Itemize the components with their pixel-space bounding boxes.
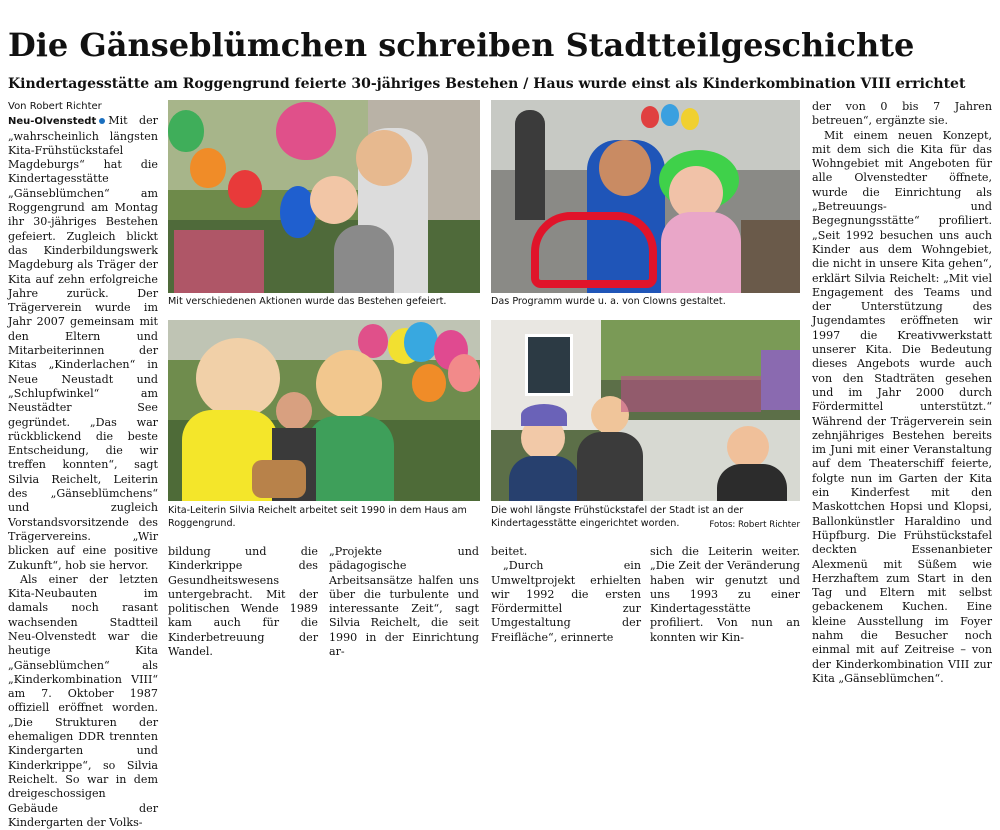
photo-clowns (491, 100, 800, 293)
column-6 (812, 100, 992, 686)
paragraph: bildung und die Kinderkrippe des Gesundheitswesens untergebracht. Mit der politischen Wende 1989 kam auch für die Kinderbetreuung der Wandel. (168, 545, 318, 659)
dateline: Neu-Olvenstedt (8, 116, 97, 128)
photo-caption: Mit verschiedenen Aktionen wurde das Bestehen gefeiert. (168, 296, 447, 307)
caption-text: Die wohl längste Frühstückstafel der Stadt ist an der Kindertagesstätte eingerichtet worden. (491, 505, 744, 529)
photo-caption: Kita-Leiterin Silvia Reichelt arbeitet seit 1990 in dem Haus am Roggengrund. (168, 505, 467, 529)
paragraph: sich die Leiterin weiter. „Die Zeit der Veränderung haben wir genutzt und uns 1993 zu einer Kindertagesstätte profiliert. Von nun an konnten wir Kin- (650, 545, 800, 644)
photo-mascots (168, 320, 480, 501)
photo-credit: Fotos: Robert Richter (709, 519, 800, 530)
paragraph: der von 0 bis 7 Jahren betreuen“, ergänzte sie. (812, 100, 992, 128)
photo-children-balloons (168, 100, 480, 293)
paragraph: „Durch ein Umweltprojekt erhielten wir 1992 die ersten Fördermittel zur Umgestaltung der Freifläche“, erinnerte (491, 559, 641, 644)
byline: Von Robert Richter (8, 101, 102, 112)
paragraph: Mit einem neuen Konzept, mit dem sich die Kita für das Wohngebiet mit Angeboten für alle Olvenstedter öffnete, wurde die Einrichtung als „Betreuungs- und Begegnungsstätte“ profiliert. „Seit 1992 besuchen uns auch Kinder aus dem Wohngebiet, die nicht in unsere Kita gehen“, erklärt Silvia Reichelt: „Mit viel Engagement des Teams und der Unterstützung des Jugendamtes eröffneten wir 1997 die Kreativwerkstatt unserer Kita. Die Bedeutung dieses Angebots wurde auch von den Stadträten gesehen und im Jahr 2000 durch Fördermittel unterstützt.“ Während der Trägerverein sein zehnjähriges Bestehen bereits im Juni mit einer Veranstaltung auf dem Theaterschiff feierte, folgte nun im Garten der Kita ein Kinderfest mit den Maskottchen Hopsi und Klopsi, Ballonkünstler Haraldino und Hüpfburg. Die Frühstückstafel deckten Essenanbieter Alexmenü mit Süßem wie Herzhaftem zum Start in den Tag und Eltern mit selbst gebackenem Kuchen. Eine kleine Ausstellung im Foyer nahm die Besucher noch einmal mit auf Zeitreise – von der Kinderkombination VIII zur Kita „Gänseblümchen“. (812, 128, 992, 685)
photo-breakfast-table (491, 320, 800, 501)
paragraph: „Projekte und pädagogische Arbeitsansätze halfen uns über die turbulente und interessante Zeit“, sagt Silvia Reichelt, die seit 1990 in der Einrichtung ar- (329, 545, 479, 659)
column-5 (650, 545, 800, 645)
column-3 (329, 545, 479, 659)
column-2 (168, 545, 318, 659)
headline: Die Gänseblümchen schreiben Stadtteilgeschichte (8, 26, 915, 64)
column-1 (8, 100, 158, 829)
paragraph: Als einer der letzten Kita-Neubauten im damals noch rasant wachsenden Stadtteil Neu-Olvenstedt war die heutige Kita „Gänseblümchen“ als „Kinderkombination VIII“ am 7. Oktober 1987 offiziell eröffnet worden. „Die Strukturen der ehemaligen DDR trennten Kindergarten und Kinderkrippe“, so Silvia Reichelt. So war in dem dreigeschossigen Gebäude der Kindergarten der Volks- (8, 572, 158, 829)
paragraph: beitet. (491, 545, 528, 558)
column-4 (491, 545, 641, 645)
dateline-dot-icon (99, 118, 105, 124)
lead-paragraph: Mit der „wahrscheinlich längsten Kita-Frühstückstafel Magdeburgs“ hat die Kindertagesstätte „Gänseblümchen“ am Roggengrund am Montag ihr 30-jähriges Bestehen gefeiert. Zugleich blickt das Kinderbildungswerk Magdeburg als Träger der Kita auf zehn erfolgreiche Jahre zurück. Der Trägerverein wurde im Jahr 2007 gemeinsam mit den Eltern und Mitarbeiterinnen der Kitas „Kinderlachen“ in Neue Neustadt und „Schlupfwinkel“ am Neustädter See gegründet. „Das war rückblickend die beste Entscheidung, die wir treffen konnten“, sagt Silvia Reichelt, Leiterin des „Gänseblümchens“ und zugleich Vorstandsvorsitzende des Trägervereins. „Wir blicken auf eine positive Zukunft“, hob sie hervor. (8, 114, 158, 572)
photo-caption: Das Programm wurde u. a. von Clowns gestaltet. (491, 296, 726, 307)
subheadline: Kindertagesstätte am Roggengrund feierte 30-jähriges Bestehen / Haus wurde einst als Kinderkombination VIII errichtet (8, 76, 966, 92)
photo-caption (491, 505, 800, 531)
